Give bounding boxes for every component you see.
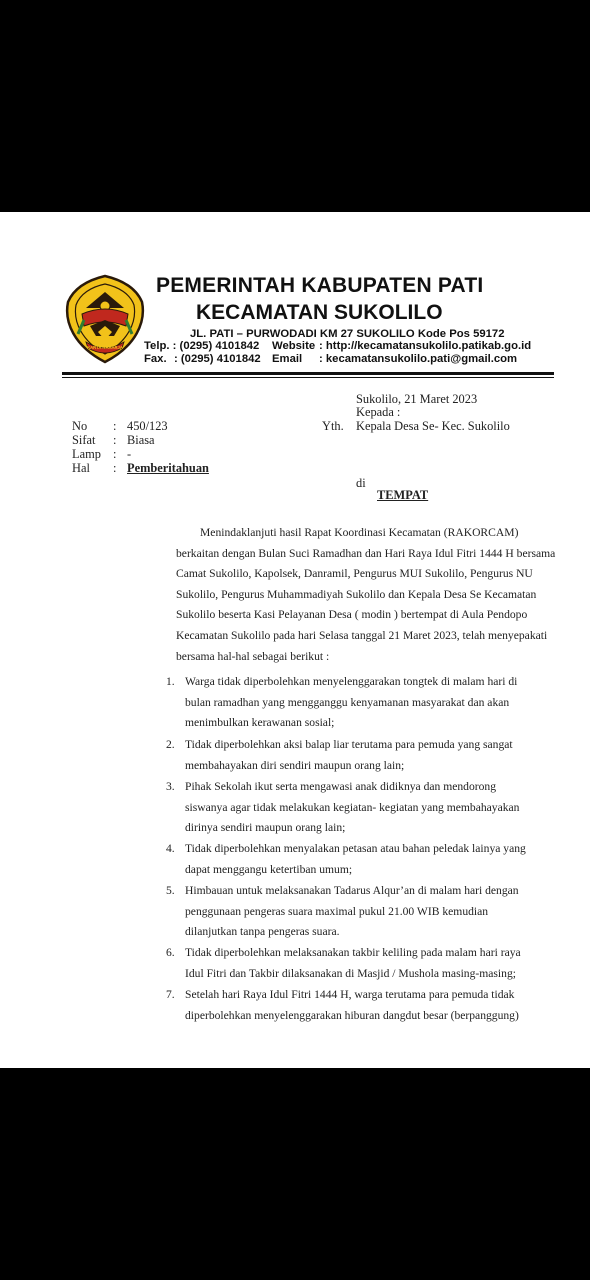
logo-motto: KARTA RAHARJA xyxy=(87,345,123,350)
list-item-line: siswanya agar tidak melakukan kegiatan- kegiatan yang membahayakan xyxy=(185,800,520,814)
kepada-label: Kepada : xyxy=(356,405,401,419)
list-item-line: Idul Fitri dan Takbir dilaksanakan di Masjid / Mushola masing-masing; xyxy=(185,966,516,980)
list-item-line: penggunaan pengeras suara maximal pukul 21.00 WIB kemudian xyxy=(185,904,489,918)
field-value: Biasa xyxy=(127,433,155,447)
field-separator: : xyxy=(113,461,117,475)
letter-page xyxy=(0,212,590,1068)
list-item-line: Himbauan untuk melaksanakan Tadarus Alqur’an di malam hari dengan xyxy=(185,884,519,897)
field-separator: : xyxy=(113,447,117,461)
list-item-line: Tidak diperbolehkan menyalakan petasan atau bahan peledak lainya yang xyxy=(185,842,526,855)
list-item-line: membahayakan diri sendiri maupun orang lain; xyxy=(185,758,405,772)
list-item-text xyxy=(185,735,543,776)
intro-paragraph xyxy=(176,523,556,667)
field-separator: : xyxy=(113,433,117,447)
intro-line: Sukolilo, Pengurus Muhammadiyah Sukolilo dan Kepala Desa Se Kecamatan xyxy=(176,587,537,601)
letter-date: Sukolilo, 21 Maret 2023 xyxy=(356,392,478,406)
list-item-number: 6. xyxy=(166,946,175,959)
yth-label: Yth. xyxy=(322,419,344,433)
list-item-text xyxy=(185,839,543,880)
field-label: Lamp xyxy=(72,447,101,461)
list-item-text xyxy=(185,943,543,984)
letterhead-title-1: PEMERINTAH KABUPATEN PATI xyxy=(156,274,484,297)
email-value: : kecamatansukolilo.pati@gmail.com xyxy=(319,353,518,365)
website-value: : http://kecamatansukolilo.patikab.go.id xyxy=(319,340,532,352)
fax-value: : (0295) 4101842 xyxy=(174,353,261,365)
field-value: Pemberitahuan xyxy=(127,461,209,475)
telp-text: Telp. : (0295) 4101842 xyxy=(144,340,260,352)
list-item-number: 1. xyxy=(166,675,175,688)
intro-line: Menindaklanjuti hasil Rapat Koordinasi Kecamatan (RAKORCAM) xyxy=(200,526,519,539)
di-label: di xyxy=(356,476,366,490)
list-item-line: dilanjutkan tanpa pengeras suara. xyxy=(185,925,340,939)
list-item-line: Tidak diperbolehkan melaksanakan takbir keliling pada malam hari raya xyxy=(185,946,521,959)
list-item-line: dirinya sendiri maupun orang lain; xyxy=(185,821,346,835)
field-label: No xyxy=(72,419,88,433)
field-separator: : xyxy=(113,419,117,433)
letterhead-address: JL. PATI – PURWODADI KM 27 SUKOLILO Kode Pos 59172 xyxy=(190,328,505,340)
list-item-line: Pihak Sekolah ikut serta mengawasi anak didiknya dan mendorong xyxy=(185,780,497,793)
list-item-number: 7. xyxy=(166,988,175,1001)
letterhead-telp-row xyxy=(144,340,531,352)
intro-line: Kecamatan Sukolilo pada hari Selasa tanggal 21 Maret 2023, telah menyepakati xyxy=(176,628,548,642)
field-value: - xyxy=(127,447,132,461)
list-item-line: Tidak diperbolehkan aksi balap liar terutama para pemuda yang sangat xyxy=(185,738,513,751)
intro-line: bersama hal-hal sebagai berikut : xyxy=(176,649,330,663)
list-item-text xyxy=(185,881,543,943)
list-item-line: dapat menggangu ketertiban umum; xyxy=(185,862,353,876)
list-item-line: menimbulkan kerawanan sosial; xyxy=(185,716,335,730)
intro-line: Sukolilo beserta Kasi Pelayanan Desa ( modin ) bertempat di Aula Pendopo xyxy=(176,608,528,622)
letterhead-rule-thick xyxy=(62,372,554,375)
letterhead-fax-row xyxy=(144,353,517,365)
email-label: Email xyxy=(272,353,303,365)
intro-line: Camat Sukolilo, Kapolsek, Danramil, Pengurus MUI Sukolilo, Pengurus NU xyxy=(176,567,533,581)
list-item-text xyxy=(185,777,543,839)
pati-regency-logo xyxy=(64,274,146,364)
tempat-label: TEMPAT xyxy=(377,488,429,502)
list-item-number: 5. xyxy=(166,884,175,897)
recipient: Kepala Desa Se- Kec. Sukolilo xyxy=(356,419,510,433)
list-item-line: diperbolehkan menyelenggarakan hiburan dangdut besar (berpanggung) xyxy=(185,1008,519,1022)
list-item-line: Warga tidak diperbolehkan menyelenggarakan tongtek di malam hari di xyxy=(185,675,518,688)
list-item-text xyxy=(185,985,543,1026)
fax-label: Fax. xyxy=(144,353,167,365)
intro-line: berkaitan dengan Bulan Suci Ramadhan dan Hari Raya Idul Fitri 1444 H bersama xyxy=(176,546,556,560)
list-item-number: 2. xyxy=(166,738,175,751)
field-label: Hal xyxy=(72,461,90,475)
letterhead-rule-thin xyxy=(62,377,554,378)
list-item-number: 3. xyxy=(166,780,175,793)
field-value: 450/123 xyxy=(127,419,168,433)
list-item-line: Setelah hari Raya Idul Fitri 1444 H, warga terutama para pemuda tidak xyxy=(185,988,515,1001)
list-item-number: 4. xyxy=(166,842,175,855)
website-label: Website xyxy=(272,340,316,352)
list-item-text xyxy=(185,672,543,734)
field-label: Sifat xyxy=(72,433,96,447)
letterhead-title-2: KECAMATAN SUKOLILO xyxy=(196,301,443,324)
list-item-line: bulan ramadhan yang mengganggu kenyamanan masyarakat dan akan xyxy=(185,695,510,709)
